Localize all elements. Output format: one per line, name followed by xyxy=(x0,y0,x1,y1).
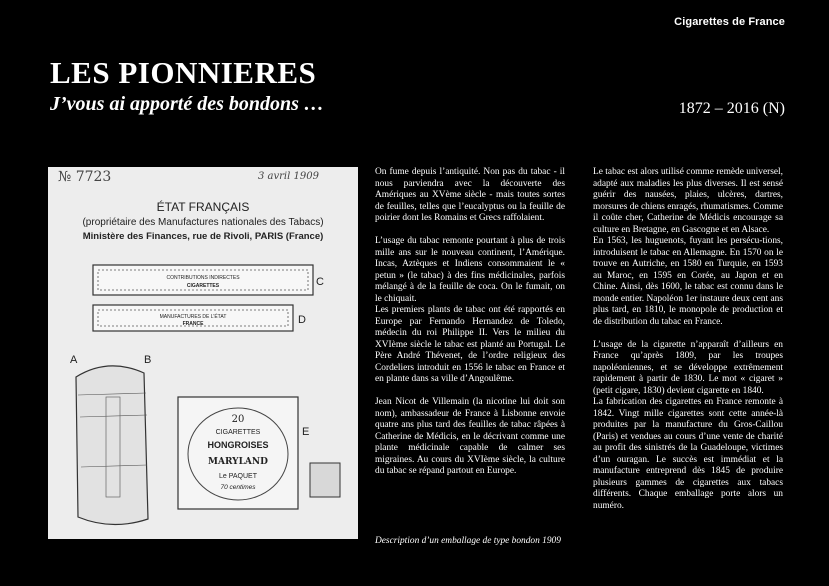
band-d xyxy=(93,305,293,331)
figure-address: Ministère des Finances, rue de Rivoli, PARIS (France) xyxy=(82,231,324,242)
label-b: B xyxy=(144,354,152,366)
figure-state: ÉTAT FRANÇAIS xyxy=(156,200,250,214)
rolled-bondon xyxy=(76,366,148,525)
pack-price: 70 centimes xyxy=(220,484,256,491)
page-subtitle: J’vous ai apporté des bondons … xyxy=(50,93,324,115)
figure-number: № 7723 xyxy=(58,169,112,185)
label-a: A xyxy=(70,354,78,366)
text-column-2 xyxy=(593,167,783,512)
col2-paragraph-1: Le tabac est alors utilisé comme remède universel, adapté aux maladies les plus diverses. Il est sensé guérir des nausées, plaies, ulcères, dartres, morsures de chiens enragés, rhumatismes. Comme il coûte cher, Catherine de Médicis encourage sa culture en Bretagne, en Gascogne et en Alsace. En 1563, les huguenots, fuyant les persécu-tions, introduisent le tabac en Allemagne. En 1570 on le trouve en Autriche, en 1580 en Turquie, en 1593 au Maroc, en 1595 en Corée, au Japon et en Chine. Ainsi, dès 1600, le tabac est connu dans le monde entier. Napoléon 1er instaure deux cent ans plus tard, en 1810, le monopole de production et de distribution du tabac en France. xyxy=(593,167,783,327)
text-column-1 xyxy=(375,167,565,478)
figure-caption: Description d’un emballage de type bondon 1909 xyxy=(375,536,561,546)
figure-date: 3 avril 1909 xyxy=(258,171,319,182)
bondon-package-illustration xyxy=(48,167,358,539)
brand-label: Cigarettes de France xyxy=(674,16,785,28)
small-box xyxy=(310,463,340,497)
pack-unit: Le PAQUET xyxy=(219,473,257,480)
band-c-text-2: CIGARETTES xyxy=(186,283,220,289)
paquet-e xyxy=(178,397,298,509)
band-d-text: MANUFACTURES DE L’ÉTAT xyxy=(159,314,227,320)
col1-paragraph-2: L’usage du tabac remonte pourtant à plus de trois mille ans sur le nouveau continent, l’Amérique. Incas, Aztèques et Indiens consommaient le « petun » (le tabac) à des fins médicinales, parfois mélangé à de la feuille de coca. On le fumait, on le chiquait. Les premiers plants de tabac ont été rapportés en Europe par Fernando Hernandez de Toledo, médecin du roi Philippe II. Vers le milieu du XVIème siècle le tabac est planté au Portugal. Le Père André Thévenet, de l’ordre religieux des Cordeliers introduit en 1556 le tabac en France et en plante dans sa ville d’Angoulême. xyxy=(375,236,565,384)
date-range: 1872 – 2016 (N) xyxy=(678,100,785,117)
pack-count: 20 xyxy=(231,414,245,425)
pack-kind: CIGARETTES xyxy=(215,429,261,436)
pack-brand: MARYLAND xyxy=(208,457,268,467)
band-c xyxy=(93,265,313,295)
label-c: C xyxy=(316,276,324,288)
page-title: LES PIONNIERES xyxy=(50,55,317,90)
col1-paragraph-1: On fume depuis l’antiquité. Non pas du tabac - il nous parviendra avec la découverte des Amériques au XVème siècle - mais toutes sortes de feuilles, telles que l’eucalyptus ou la feuille de poirier dont les Romains et Grecs raffolaient. xyxy=(375,167,565,223)
col2-paragraph-2: L’usage de la cigarette n’apparaît d’ailleurs en France qu’après 1809, par les troupes napoléoniennes, et se développe extrêmement rapidement à partir de 1830. Le mot « cigaret » (petit cigare, 1830) devient cigarette en 1840. La fabrication des cigarettes en France remonte à 1842. Vingt mille cigarettes sont cette année-là produites par la manufacture du Gros-Caillou (Paris) et vendues au cours d’une vente de charité au profit des sinistrés de la Guadeloupe, victimes d’un ouragan. Le succès est immédiat et la manufacture entreprend dès 1845 de produire plusieurs gammes de cigarettes aux tabacs différents. Chaque emballage porte alors un numéro. xyxy=(593,339,783,511)
col1-paragraph-3: Jean Nicot de Villemain (la nicotine lui doit son nom), ambassadeur de France à Lisbonne envoie quatre ans plus tard des feuilles de tabac râpées à Catherine de Médicis, en le décrivant comme une plante médicinale capable de calmer ses migraines. Au cours du XVIème siècle, la culture du tabac se répand partout en Europe. xyxy=(375,397,565,476)
band-d-text-2: FRANCE xyxy=(182,321,204,327)
pack-name: HONGROISES xyxy=(207,440,269,450)
label-d: D xyxy=(298,314,306,326)
figure-owner: (propriétaire des Manufactures nationales des Tabacs) xyxy=(82,217,324,228)
band-c-text: CONTRIBUTIONS INDIRECTES xyxy=(166,275,240,281)
label-e: E xyxy=(302,426,310,438)
